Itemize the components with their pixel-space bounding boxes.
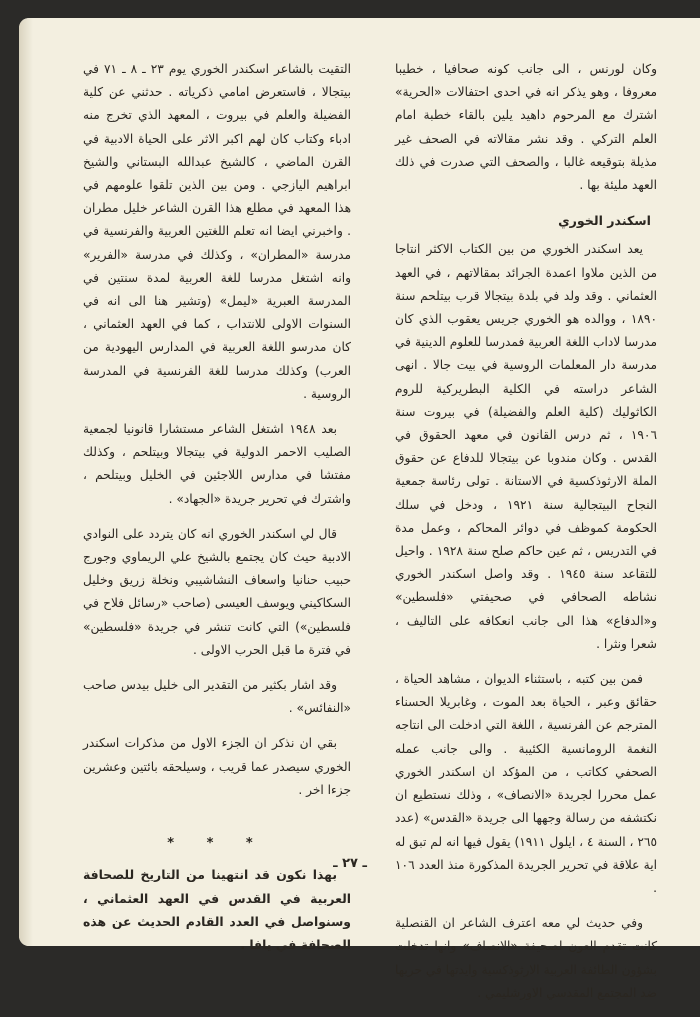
right-paragraph-3: فمن بين كتبه ، باستثناء الديوان ، مشاهد الحياة ، حقائق وعبر ، الحياة بعد الموت ، وغابريلا الحسناء المترجم عن الفرنسية ، اللغة التي ادخلت الى انتاجه النغمة الرومانسية الكئيبة . والى جانب عمله الصحفي ككاتب ، من المؤكد ان اسكندر الخوري عمل محررا لجريدة «الانصاف» ، وذلك نستطيع ان نكتشفه من رسالة وجهها الى جريدة «القدس» (عدد ٢٦٥ ، السنة ٤ ، ايلول ١٩١١) يقول فيها انه لم تبق له اية علاقة في تحرير الجريدة المذكورة منذ العدد ١٠٦ . (395, 672, 657, 895)
page-number: ـ ٢٧ ـ (333, 856, 367, 871)
right-paragraph-1: وكان لورنس ، الى جانب كونه صحافيا ، خطيبا معروفا ، وهو يذكر انه في احدى احتفالات «الحرية» اشترك مع المرحوم داهيد يلين بالقاء خطبة امام العلم التركي . وقد نشر مقالاته في الصحف غير مذيلة بتوقيعه غالبا ، والصحف التي صدرت في ذلك العهد مليئة بها . (395, 62, 657, 193)
section-heading: اسكندر الخوري (558, 213, 651, 229)
left-paragraph-3: قال لي اسكندر الخوري انه كان يتردد على النوادي الادبية حيث كان يجتمع بالشيخ علي الريماوي وجورج حبيب حنانيا واسعاف النشاشيبي ونخلة زريق وخليل السكاكيني ويوسف العيسى (صاحب «رسائل فلاح في فلسطين») التي كانت تنشر في جريدة «فلسطين» في فترة ما قبل الحرب الاولى . (83, 526, 351, 657)
left-column (83, 58, 351, 968)
right-column (395, 58, 657, 1017)
left-paragraph-2: بعد ١٩٤٨ اشتغل الشاعر مستشارا قانونيا لجمعية الصليب الاحمر الدولية في بيتجالا وبيتلحم ، وكذلك مفتشا في مدارس اللاجئين في الخليل وبيتلحم ، واشترك في تحرير جريدة «الجهاد» . (83, 422, 351, 506)
section-divider-stars: * * * (167, 836, 267, 852)
closing-paragraph: بهذا نكون قد انتهينا من التاريخ للصحافة العربية في القدس في العهد العثماني ، وسنواصل في العدد القادم الحديث عن هذه الصحافة في يافا . (83, 867, 351, 952)
left-paragraph-4: وقد اشار بكثير من التقدير الى خليل بيدس صاحب «النفائس» . (83, 678, 351, 716)
left-paragraph-5: بقي ان نذكر ان الجزء الاول من مذكرات اسكندر الخوري سيصدر عما قريب ، وسيلحقه بائتين وعشرين جزءا اخر . (83, 736, 351, 797)
left-paragraph-1: التقيت بالشاعر اسكندر الخوري يوم ٢٣ ـ ٨ ـ ٧١ في بيتجالا ، فاستعرض امامي ذكرياته . حدثني عن كلية الفضيلة والعلم في بيروت ، المعهد الذي تخرج منه ادباء وكتاب كان لهم اكبر الاثر على الحياة الادبية في القرن الماضي ، كالشيخ عبدالله البستاني والشيخ ابراهيم اليازجي . ومن بين الذين تلقوا علومهم في هذا المعهد في مطلع هذا القرن الشاعر خليل مطران . واخبرني ايضا انه تعلم اللغتين العربية والفرنسية في مدرسة «المطران» ، وكذلك في مدرسة «الفرير» وانه اشتغل مدرسا للغة العربية لمدة سنتين في المدرسة العبرية «ليمل» (وتشير هنا الى انه في السنوات الاولى للانتداب ، كما في العهد العثماني ، كان مدرسو اللغة العربية في المدارس اليهودية من العرب) وكذلك مدرسا للغة الفرنسية في المدرسة الروسية . (83, 62, 351, 401)
right-paragraph-4: وفي حديث لي معه اعترف الشاعر ان القنصلية كانت تقدم العون لصحيفة «الانصاف» وانها تدخلت بشؤون الطائفة العربية الارثوذكسية وايدتها في حربها ضد المجتمع المقدسي الاورشليمي . (395, 916, 657, 1000)
right-paragraph-2: يعد اسكندر الخوري من بين الكتاب الاكثر انتاجا من الذين ملاوا اعمدة الجرائد بمقالاتهم ، في العهد العثماني . وقد ولد في بلدة بيتجالا قرب بيتلحم سنة ١٨٩٠ ، ووالده هو الخوري جريس يعقوب الذي كان مدرسا لاداب اللغة العربية فمدرسا للعلوم الدينية في مدرسة دار المعلمات الروسية في بيت جالا . انهى الشاعر دراسته في الكلية البطريركية للروم الكاثوليك (كلية العلم والفضيلة) في بيروت سنة ١٩٠٦ ، ثم درس القانون في معهد الحقوق في القدس . وكان مندوبا عن بيتجالا للدفاع عن حقوق الملة الارثوذكسية في الاستانة . تولى رئاسة جمعية النجاح البيتجالية سنة ١٩٢١ ، ودخل في سلك الحكومة كموظف في دوائر المحاكم ، وعمل مدة في التدريس ، ثم عين حاكم صلح سنة ١٩٢٨ . واحيل للتقاعد سنة ١٩٤٥ . وقد واصل اسكندر الخوري نشاطه الصحافي في صحيفتي «فلسطين» و«الدفاع» هذا الى جانب انعكافه على التاليف ، شعرا ونثرا . (395, 242, 658, 651)
page-spine-shadow (19, 18, 33, 946)
